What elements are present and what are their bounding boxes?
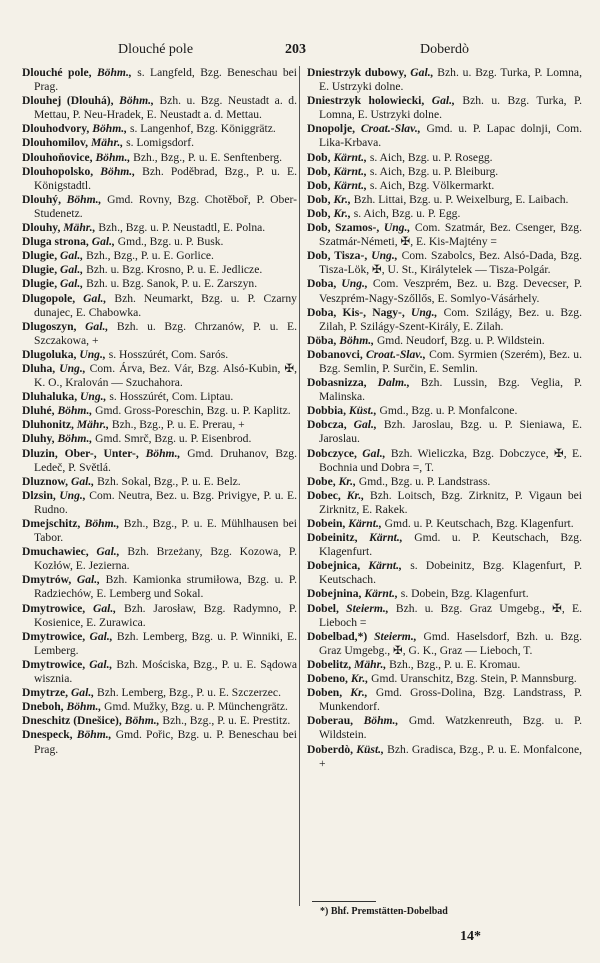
entry-text: Gmd. Gross-Poreschin, Bzg. u. P. Kaplitz. xyxy=(95,404,291,418)
entry-name: Dluhé, xyxy=(22,404,55,418)
gazetteer-entry xyxy=(22,292,297,320)
gazetteer-entry xyxy=(22,545,297,573)
entry-region: Gal., xyxy=(60,249,84,263)
entry-text: Bzh. Sokal, Bzg., P. u. E. Belz. xyxy=(97,474,241,488)
entry-region: Böhm., xyxy=(66,700,102,714)
gazetteer-entry xyxy=(22,362,297,390)
gazetteer-entry xyxy=(307,658,582,672)
gazetteer-entry xyxy=(22,277,297,291)
entry-name: Dlouhoňovice, xyxy=(22,150,93,164)
entry-text: Gmd. Rovny, Bzg. Chotěboř, P. Ober-Studenetz. xyxy=(34,192,297,220)
entry-text: Com. Szilágy, Bez. u. Bzg. Zilah, P. Szilágy-Szent-Király, E. Zilah. xyxy=(319,305,583,333)
header-right-word: Doberdò xyxy=(420,42,469,57)
entry-text: s. Dobeinitz, Bzg. Klagenfurt, P. Keutschach. xyxy=(319,559,582,587)
entry-name: Dniestrzyk dubowy, xyxy=(307,66,407,79)
entry-text: Gmd. Mužky, Bzg. u. P. Münchengrätz. xyxy=(104,700,288,714)
entry-region: Gal., xyxy=(362,446,386,460)
entry-text: Bzh. Lussin, Bzg. Veglia, P. Malinska. xyxy=(319,376,583,404)
entry-name: Dob, xyxy=(307,178,331,192)
entry-name: Dlugie, xyxy=(22,249,58,263)
entry-text: Bzh. Jaroslau, Bzg. u. P. Sieniawa, E. Jaroslau. xyxy=(319,418,583,446)
entry-region: Mähr., xyxy=(90,136,124,150)
gazetteer-entry xyxy=(307,249,582,277)
entry-region: Böhm., xyxy=(124,714,160,728)
entry-name: Dob, Tisza-, xyxy=(307,249,368,263)
gazetteer-entry xyxy=(22,404,297,418)
entry-name: Dnopolje, xyxy=(307,122,355,136)
entry-name: Dobeinitz, xyxy=(307,531,358,545)
entry-text: s. Aich, Bzg. u. P. Egg. xyxy=(353,206,461,220)
entry-text: Bzh. u. Bzg. Chrzanów, P. u. E. Szczakowa, + xyxy=(34,319,297,347)
entry-name: Dlouhodvory, xyxy=(22,122,90,136)
entry-text: Bzh. Loitsch, Bzg. Zirknitz, P. Vigaun bei Zirknitz, E. Rakek. xyxy=(319,488,582,516)
entry-text: Gmd. u. P. Lapac dolnji, Com. Lika-Krbava. xyxy=(319,122,582,150)
entry-text: Gmd. Neudorf, Bzg. u. P. Wildstein. xyxy=(376,333,545,347)
gazetteer-entry xyxy=(307,193,582,207)
entry-name: Dmytrowice, xyxy=(22,629,86,643)
entry-region: Kr., xyxy=(333,192,351,206)
entry-region: Steierm., xyxy=(346,601,389,615)
entry-text: Com. Syrmien (Szerém), Bez. u. Bzg. Semlin, P. Surčin, E. Semlin. xyxy=(319,347,582,375)
gazetteer-entry xyxy=(22,573,297,601)
entry-region: Kr., xyxy=(338,474,356,488)
entry-name: Dlugoluka, xyxy=(22,347,77,361)
entry-name: Dob, xyxy=(307,164,331,178)
entry-name: Dlouhý, xyxy=(22,192,61,206)
entry-region: Gal., xyxy=(70,686,95,700)
gazetteer-entry xyxy=(22,165,297,193)
entry-text: Gmd. Watzkenreuth, Bzg. u. P. Wildstein. xyxy=(319,714,582,742)
entry-text: Bzh., Bzg., P. u. E. Senftenberg. xyxy=(133,150,283,164)
entry-text: Bzh. Gradisca, Bzg., P. u. E. Monfalcone, + xyxy=(319,742,583,770)
entry-region: Croat.-Slav., xyxy=(360,122,421,136)
entry-text: Gmd. Uranschitz, Bzg. Stein, P. Mannsburg. xyxy=(371,672,577,686)
gazetteer-entry xyxy=(307,587,582,601)
gazetteer-entry xyxy=(22,475,297,489)
entry-region: Böhm., xyxy=(84,517,120,530)
entry-name: Dmejschitz, xyxy=(22,517,81,530)
entry-region: Gal., xyxy=(431,94,455,108)
entry-name: Dobbia, xyxy=(307,404,346,418)
entry-region: Gal., xyxy=(70,474,95,488)
gazetteer-entry xyxy=(307,404,582,418)
gazetteer-entry xyxy=(307,531,582,559)
entry-name: Dluzin, Ober-, Unter-, xyxy=(22,446,139,460)
entry-name: Dlouhy, xyxy=(22,221,61,235)
entry-region: Gal., xyxy=(89,629,113,643)
entry-text: s. Hosszúrét, Com. Sarós. xyxy=(108,347,229,361)
gazetteer-entry xyxy=(22,249,297,263)
entry-name: Dobelbad,*) xyxy=(307,629,368,643)
entry-region: Gal., xyxy=(60,263,84,277)
page-header xyxy=(0,42,600,62)
entry-name: Dneboh, xyxy=(22,700,64,714)
entry-region: Ung., xyxy=(383,221,411,235)
gazetteer-entry xyxy=(307,517,582,531)
gazetteer-entry xyxy=(307,602,582,630)
entry-name: Dobasnizza, xyxy=(307,376,367,390)
gazetteer-entry xyxy=(22,235,297,249)
entry-name: Dlugopole, xyxy=(22,291,76,305)
gazetteer-entry xyxy=(307,221,582,249)
entry-text: Gmd., Bzg. u. P. Busk. xyxy=(117,235,224,249)
gazetteer-entry xyxy=(307,151,582,165)
entry-text: s. Langfeld, Bzg. Beneschau bei Prag. xyxy=(34,66,297,94)
entry-region: Gal., xyxy=(60,277,84,291)
entry-text: Bzh. Lemberg, Bzg., P. u. E. Szczerzec. xyxy=(97,686,281,700)
entry-name: Döba, xyxy=(307,333,337,347)
entry-text: Gmd. Druhanov, Bzg. Ledeč, P. Světlá. xyxy=(34,446,297,474)
entry-text: Gmd., Bzg. u. P. Monfalcone. xyxy=(379,404,518,418)
entry-region: Gal., xyxy=(83,291,107,305)
gazetteer-entry xyxy=(22,517,297,545)
gazetteer-entry xyxy=(307,179,582,193)
entry-text: s. Langenhof, Bzg. Königgrätz. xyxy=(129,122,276,136)
entry-name: Dobanovci, xyxy=(307,347,363,361)
gazetteer-entry xyxy=(307,418,582,446)
entry-region: Kärnt., xyxy=(368,559,402,573)
entry-name: Dobec, xyxy=(307,488,341,502)
entry-region: Kärnt., xyxy=(348,517,382,530)
entry-name: Dlouché pole, xyxy=(22,66,92,79)
entry-name: Doba, xyxy=(307,277,337,291)
entry-name: Dobcza, xyxy=(307,418,347,432)
entry-region: Böhm., xyxy=(363,714,399,728)
gazetteer-entry xyxy=(22,390,297,404)
column-divider xyxy=(299,66,300,906)
entry-text: Com. Neutra, Bez. u. Bzg. Privigye, P. u. E. Rudno. xyxy=(34,488,297,516)
entry-text: Bzh. u. Bzg. Turka, P. Lomna, E. Ustrzyki dolne. xyxy=(319,94,582,122)
gazetteer-entry xyxy=(307,489,582,517)
gazetteer-entry xyxy=(22,66,297,94)
entry-name: Doberau, xyxy=(307,714,354,728)
entry-region: Steierm., xyxy=(374,629,417,643)
entry-text: Gmd. Smrč, Bzg. u. P. Eisenbrod. xyxy=(95,432,252,446)
entry-text: Bzh., Bzg., P. u. E. Kromau. xyxy=(389,657,521,671)
entry-name: Doberdò, xyxy=(307,742,354,756)
entry-region: Böhm., xyxy=(96,66,132,79)
entry-region: Gal., xyxy=(85,319,109,333)
gazetteer-entry xyxy=(307,334,582,348)
entry-text: Bzh. Lemberg, Bzg. u. P. Winniki, E. Lemberg. xyxy=(34,629,297,657)
gazetteer-entry xyxy=(22,447,297,475)
entry-text: Gmd. Pořic, Bzg. u. P. Beneschau bei Prag. xyxy=(34,728,297,756)
gazetteer-entry xyxy=(307,94,582,122)
entry-text: Com. Szatmár, Bez. Csenger, Bzg. Szatmár-Németi, ✠, E. Kis-Majtény = xyxy=(319,221,582,249)
entry-name: Dlugie, xyxy=(22,263,58,277)
entry-name: Dluhaluka, xyxy=(22,390,78,404)
entry-region: Böhm., xyxy=(100,164,136,178)
entry-region: Böhm., xyxy=(66,192,102,206)
gazetteer-entry xyxy=(307,630,582,658)
entry-text: Bzh. Neumarkt, Bzg. u. P. Czarny dunajec, E. Chabowka. xyxy=(34,291,297,319)
entry-region: Böhm., xyxy=(119,94,154,108)
gazetteer-entry xyxy=(307,686,582,714)
entry-name: Dlouhej (Dlouhá), xyxy=(22,94,114,108)
entry-name: Dobelitz, xyxy=(307,657,352,671)
entry-region: Kr., xyxy=(350,686,368,700)
entry-name: Dob, xyxy=(307,150,331,164)
gazetteer-entry xyxy=(307,714,582,742)
gazetteer-entry xyxy=(22,418,297,432)
entry-text: Bzh., Bzg., P. u. E. Prestitz. xyxy=(162,714,291,728)
entry-region: Ung., xyxy=(79,347,106,361)
entry-text: s. Aich, Bzg. u. P. Rosegg. xyxy=(369,150,493,164)
entry-region: Gal., xyxy=(76,573,101,587)
entry-text: s. Aich, Bzg. Völkermarkt. xyxy=(369,178,495,192)
entry-name: Dlouhopolsko, xyxy=(22,164,94,178)
entry-text: Bzh., Bzg., P. u. E. Gorlice. xyxy=(86,249,214,263)
entry-name: Dmytrowice, xyxy=(22,657,86,671)
entry-region: Ung., xyxy=(59,488,86,502)
gazetteer-entry xyxy=(22,151,297,165)
entry-region: Böhm., xyxy=(339,333,375,347)
entry-name: Dluga strona, xyxy=(22,235,89,249)
entry-region: Kärnt., xyxy=(364,587,398,601)
entry-region: Mähr., xyxy=(76,418,110,432)
gazetteer-entry xyxy=(22,122,297,136)
entry-region: Gal., xyxy=(96,545,120,559)
entry-name: Dmytrze, xyxy=(22,686,69,700)
entry-text: Bzh. Littai, Bzg. u. P. Weixelburg, E. Laibach. xyxy=(353,192,569,206)
entry-text: s. Hosszúrét, Com. Liptau. xyxy=(109,390,234,404)
entry-name: Dob, xyxy=(307,192,331,206)
entry-name: Dobczyce, xyxy=(307,446,357,460)
entry-name: Dluhonitz, xyxy=(22,418,74,432)
entry-name: Dneschitz (Dnešice), xyxy=(22,714,122,728)
entry-region: Gal., xyxy=(91,235,115,249)
entry-text: Gmd. Gross-Dolina, Bzg. Landstrass, P. Munkendorf. xyxy=(319,686,582,714)
entry-name: Dobejnina, xyxy=(307,587,362,601)
entry-region: Ung., xyxy=(371,249,398,263)
entry-region: Kr., xyxy=(346,488,365,502)
entry-name: Doba, Kis-, Nagy-, xyxy=(307,305,405,319)
entry-region: Kärnt., xyxy=(369,531,403,545)
gazetteer-entry xyxy=(22,686,297,700)
entry-region: Böhm., xyxy=(76,728,112,742)
entry-region: Kärnt., xyxy=(333,178,367,192)
entry-text: Com. Veszprém, Bez. u. Bzg. Devecser, P. Veszprém-Nagy-Szőllős, E. Somlyo-Vásárhely. xyxy=(319,277,582,305)
gazetteer-entry xyxy=(307,122,582,150)
gazetteer-entry xyxy=(307,207,582,221)
entry-text: Bzh. u. Bzg. Graz Umgebg., ✠, E. Lieboch = xyxy=(319,601,583,629)
entry-name: Dnespeck, xyxy=(22,728,73,742)
gazetteer-entry xyxy=(22,136,297,150)
signature-mark: 14* xyxy=(460,929,481,944)
entry-name: Dobe, xyxy=(307,474,336,488)
entry-name: Dluha, xyxy=(22,361,56,375)
entry-region: Kr., xyxy=(350,672,369,686)
entry-name: Dluhy, xyxy=(22,432,55,446)
entry-name: Dniestrzyk holowiecki, xyxy=(307,94,425,108)
entry-text: Bzh. Mościska, Bzg., P. u. E. Sądowa wisznia. xyxy=(34,657,297,686)
gazetteer-entry xyxy=(307,743,582,771)
gazetteer-entry xyxy=(307,306,582,334)
entry-name: Dlzsin, xyxy=(22,488,56,502)
entry-text: Bzh. Jarosław, Bzg. Radymno, P. Kosienice, E. Zurawica. xyxy=(34,601,297,629)
entry-name: Dmytrów, xyxy=(22,573,72,587)
gazetteer-entry xyxy=(22,630,297,658)
entry-region: Böhm., xyxy=(57,404,93,418)
entry-text: Gmd., Bzg. u. P. Landstrass. xyxy=(358,474,491,488)
entry-text: Bzh. Poděbrad, Bzg., P. u. E. Königstadtl. xyxy=(34,164,297,192)
left-column xyxy=(22,66,297,757)
entry-text: Gmd. Haselsdorf, Bzh. u. Bzg. Graz Umgebg., ✠, G. K., Graz — Lieboch, T. xyxy=(319,629,583,657)
entry-region: Mähr., xyxy=(354,657,387,671)
entry-name: Dobel, xyxy=(307,601,339,615)
entry-name: Dobeno, xyxy=(307,672,348,686)
entry-text: Com. Szabolcs, Bez. Alsó-Dada, Bzg. Tisza-Lök, ✠, U. St., Királytelek — Tisza-Polgár. xyxy=(319,249,582,277)
gazetteer-entry xyxy=(22,714,297,728)
entry-text: Bzh., Bzg. u. P. Neustadtl, E. Polna. xyxy=(98,221,266,235)
entry-region: Croat.-Slav., xyxy=(366,347,426,361)
footnote: *) Bhf. Premstätten-Dobelbad xyxy=(320,906,448,917)
gazetteer-entry xyxy=(22,432,297,446)
header-left-word: Dlouché pole xyxy=(118,42,194,57)
gazetteer-entry xyxy=(22,320,297,348)
gazetteer-entry xyxy=(22,193,297,221)
entry-region: Kärnt., xyxy=(333,164,367,178)
gazetteer-entry xyxy=(22,263,297,277)
entry-name: Dlouhomilov, xyxy=(22,136,89,150)
gazetteer-entry xyxy=(307,475,582,489)
gazetteer-entry xyxy=(307,447,582,475)
entry-name: Dob, Szamos-, xyxy=(307,221,380,235)
entry-name: Dobejnica, xyxy=(307,559,361,573)
gazetteer-entry xyxy=(307,559,582,587)
entry-text: Bzh. u. Bzg. Turka, P. Lomna, E. Ustrzyki dolne. xyxy=(319,66,582,94)
entry-region: Gal., xyxy=(93,601,117,615)
gazetteer-entry xyxy=(22,489,297,517)
entry-text: s. Lomigsdorf. xyxy=(126,136,195,150)
gazetteer-entry xyxy=(22,94,297,122)
entry-region: Küst., xyxy=(356,742,384,756)
right-column xyxy=(307,66,582,771)
gazetteer-entry xyxy=(307,672,582,686)
entry-text: Bzh. Wieliczka, Bzg. Dobczyce, ✠, E. Bochnia und Dobra =, T. xyxy=(319,446,582,474)
entry-text: Bzh. Brzeżany, Bzg. Kozowa, P. Kozłów, E. Jezierna. xyxy=(34,545,297,573)
gazetteer-entry xyxy=(307,66,582,94)
entry-text: s. Aich, Bzg. u. P. Bleiburg. xyxy=(369,164,499,178)
entry-region: Böhm., xyxy=(57,432,93,446)
entry-text: Bzh., Bzg., P. u. E. Mühlhausen bei Tabor. xyxy=(34,517,297,545)
entry-text: Bzh. u. Bzg. Sanok, P. u. E. Zarszyn. xyxy=(86,277,258,291)
entry-text: Bzh., Bzg., P. u. E. Prerau, + xyxy=(111,418,245,432)
gazetteer-entry xyxy=(307,165,582,179)
entry-text: s. Dobein, Bzg. Klagenfurt. xyxy=(400,587,529,601)
gazetteer-entry xyxy=(22,700,297,714)
entry-name: Dmytrowice, xyxy=(22,601,86,615)
entry-text: Gmd. u. P. Keutschach, Bzg. Klagenfurt. xyxy=(319,531,582,559)
entry-region: Ung., xyxy=(341,277,368,291)
entry-region: Gal., xyxy=(410,66,434,79)
gazetteer-entry xyxy=(307,376,582,404)
entry-region: Küst., xyxy=(348,404,377,418)
entry-region: Dalm., xyxy=(377,376,410,390)
entry-name: Dlugie, xyxy=(22,277,58,291)
gazetteer-entry xyxy=(22,658,297,686)
entry-region: Böhm., xyxy=(95,150,131,164)
footnote-rule xyxy=(312,901,376,902)
gazetteer-entry xyxy=(22,348,297,362)
entry-name: Dlugoszyn, xyxy=(22,319,77,333)
gazetteer-entry xyxy=(307,348,582,376)
entry-region: Gal., xyxy=(353,418,377,432)
gazetteer-entry xyxy=(22,602,297,630)
entry-name: Dluznow, xyxy=(22,474,69,488)
entry-text: Bzh. u. Bzg. Krosno, P. u. E. Jedlicze. xyxy=(86,263,263,277)
entry-region: Ung., xyxy=(410,305,438,319)
entry-name: Dobein, xyxy=(307,517,346,530)
entry-name: Dob, xyxy=(307,206,331,220)
entry-text: Bzh. u. Bzg. Neustadt a. d. Mettau, P. Neu-Hradek, E. Neustadt a. d. Mettau. xyxy=(34,94,297,122)
gazetteer-entry xyxy=(22,221,297,235)
entry-region: Ung., xyxy=(59,361,86,375)
entry-text: Gmd. u. P. Keutschach, Bzg. Klagenfurt. xyxy=(384,517,574,530)
entry-region: Gal., xyxy=(89,657,113,671)
entry-text: Com. Árva, Bez. Vár, Bzg. Alsó-Kubin, ✠, K. O., Kralován — Szuchahora. xyxy=(34,361,297,390)
entry-name: Doben, xyxy=(307,686,343,700)
entry-region: Mähr., xyxy=(63,221,96,235)
entry-region: Böhm., xyxy=(92,122,128,136)
entry-region: Kärnt., xyxy=(333,150,367,164)
gazetteer-entry xyxy=(22,728,297,756)
entry-region: Ung., xyxy=(80,390,107,404)
page-number: 203 xyxy=(285,42,306,57)
entry-region: Böhm., xyxy=(145,446,181,460)
gazetteer-entry xyxy=(307,277,582,305)
entry-text: Bzh. Kamionka strumiłowa, Bzg. u. P. Radziechów, E. Lemberg und Sokal. xyxy=(34,573,297,601)
entry-region: Kr., xyxy=(333,206,351,220)
entry-name: Dmuchawiec, xyxy=(22,545,89,559)
